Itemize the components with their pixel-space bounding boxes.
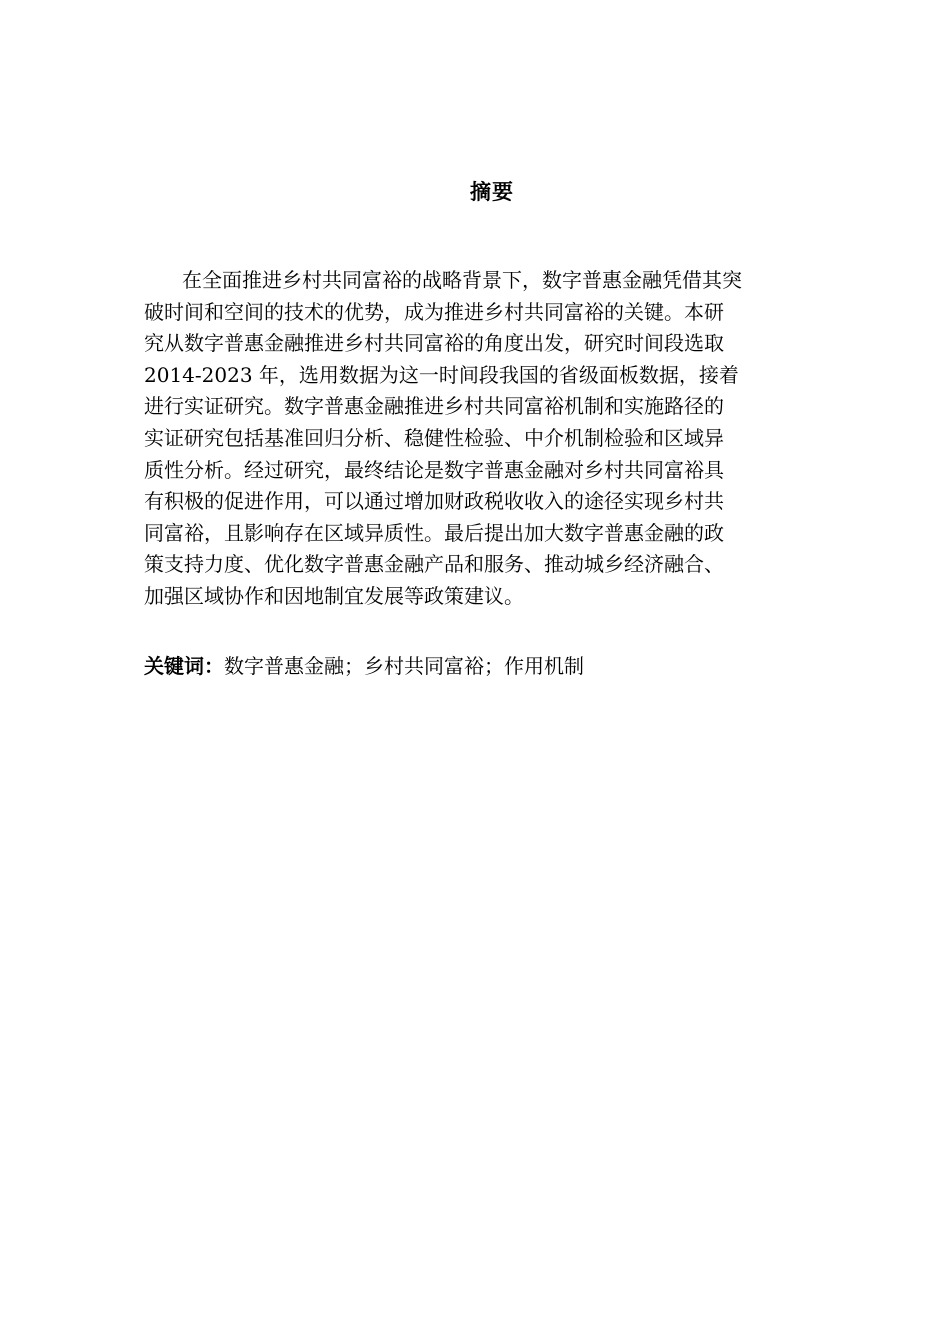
abstract-line: 质性分析。经过研究，最终结论是数字普惠金融对乡村共同富裕具 bbox=[144, 457, 724, 482]
abstract-line: 进行实证研究。数字普惠金融推进乡村共同富裕机制和实施路径的 bbox=[144, 394, 724, 419]
keywords-text: 数字普惠金融；乡村共同富裕；作用机制 bbox=[224, 654, 584, 678]
abstract-line: 加强区域协作和因地制宜发展等政策建议。 bbox=[144, 583, 524, 608]
abstract-paragraph bbox=[144, 265, 808, 613]
abstract-line: 同富裕，且影响存在区域异质性。最后提出加大数字普惠金融的政 bbox=[144, 520, 724, 545]
abstract-line: 破时间和空间的技术的优势，成为推进乡村共同富裕的关键。本研 bbox=[144, 299, 724, 324]
abstract-line: 在全面推进乡村共同富裕的战略背景下，数字普惠金融凭借其突 bbox=[182, 268, 742, 292]
abstract-title: 摘要 bbox=[470, 180, 514, 204]
abstract-line: 2014-2023 年，选用数据为这一时间段我国的省级面板数据，接着 bbox=[144, 362, 739, 387]
keywords-label: 关键词： bbox=[144, 654, 224, 678]
abstract-line: 实证研究包括基准回归分析、稳健性检验、中介机制检验和区域异 bbox=[144, 425, 724, 450]
abstract-line: 策支持力度、优化数字普惠金融产品和服务、推动城乡经济融合、 bbox=[144, 552, 724, 577]
abstract-line: 究从数字普惠金融推进乡村共同富裕的角度出发，研究时间段选取 bbox=[144, 331, 724, 356]
keywords-row bbox=[144, 650, 808, 682]
abstract-line: 有积极的促进作用，可以通过增加财政税收收入的途径实现乡村共 bbox=[144, 489, 724, 514]
